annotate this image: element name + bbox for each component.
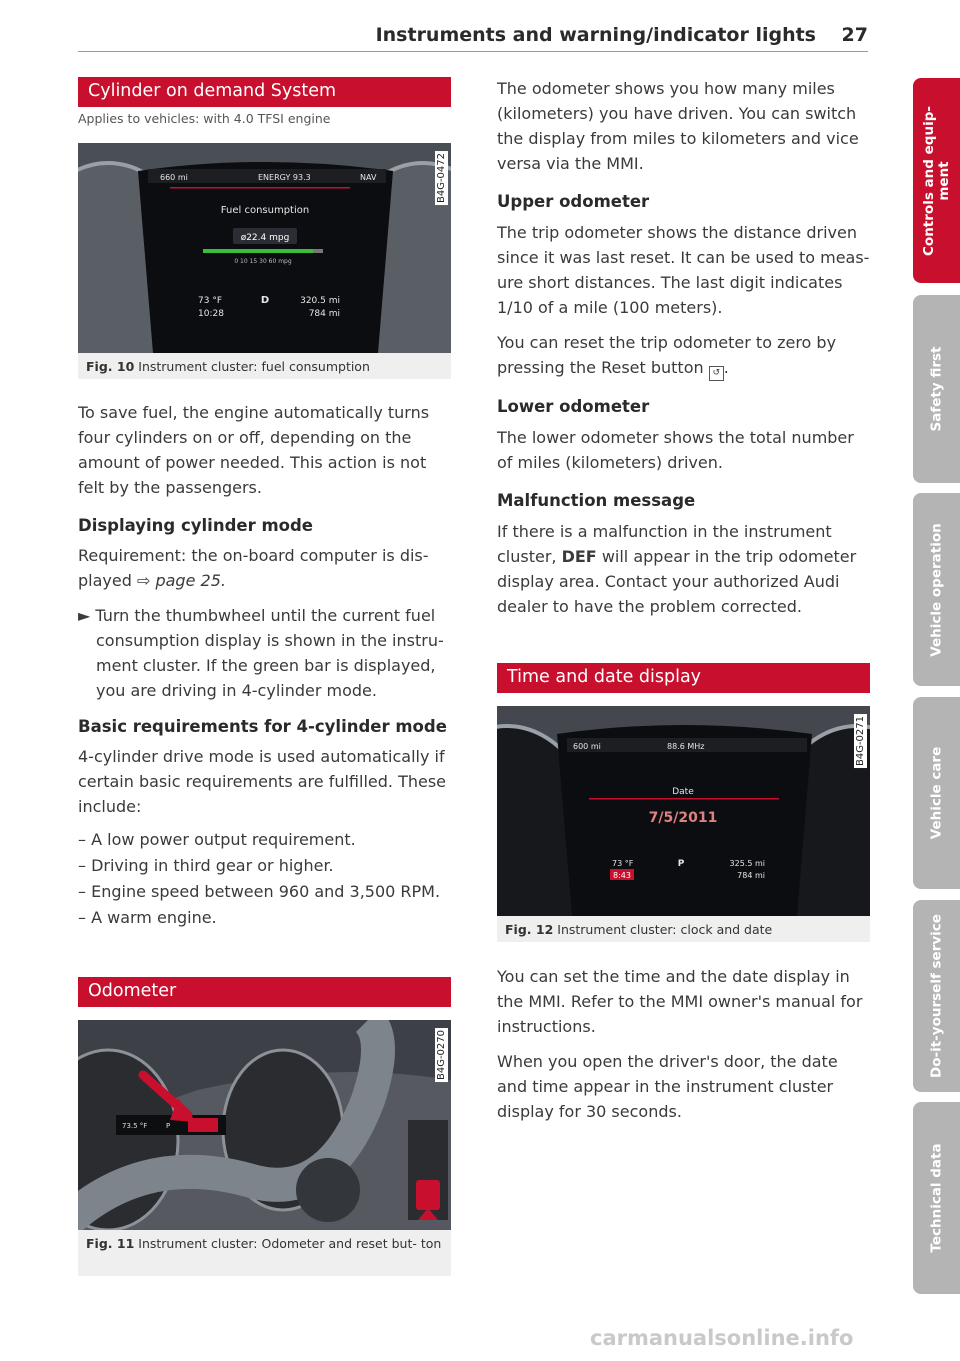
def-code: DEF bbox=[561, 547, 597, 566]
figure-12-caption bbox=[497, 916, 870, 945]
caption-label: Fig. 12 bbox=[505, 922, 554, 937]
figure-code: B4G-0472 bbox=[436, 153, 447, 204]
fig12-time: 8:43 bbox=[613, 871, 631, 880]
intro-paragraph: To save fuel, the engine automatically turns four cylinders on or off, depending on the amount of power needed. This action is not felt by the passengers. bbox=[78, 403, 430, 497]
caption-text: Instrument cluster: clock and date bbox=[557, 922, 773, 937]
section-title-time-date: Time and date display bbox=[497, 663, 870, 693]
tab-label: Do-it-yourself service bbox=[928, 914, 944, 1078]
fig11-temp: 73.5 °F bbox=[122, 1122, 148, 1130]
fig10-scale: 0 10 15 30 60 mpg bbox=[234, 258, 292, 265]
upper-odometer-paragraph: The trip odometer shows the distance driven since it was last reset. It can be used to meas- ure short distances. The last digit indicates 1/10 of a mile (100 meters). bbox=[497, 223, 870, 317]
caption-text: Instrument cluster: fuel consumption bbox=[138, 359, 370, 374]
fig12-gear: P bbox=[677, 859, 685, 869]
heading-basic-requirements: Basic requirements for 4-cylinder mode bbox=[78, 717, 447, 736]
figure-11-caption bbox=[78, 1230, 451, 1259]
tab-vehicle-care[interactable] bbox=[913, 697, 960, 889]
heading-displaying-cylinder-mode: Displaying cylinder mode bbox=[78, 516, 313, 535]
fig10-screen-title: Fuel consumption bbox=[220, 205, 310, 216]
tab-label: Controls and equip- ment bbox=[920, 105, 952, 256]
heading-upper-odometer: Upper odometer bbox=[497, 192, 650, 211]
fig10-value: ø22.4 mpg bbox=[240, 233, 290, 243]
figure-10-caption bbox=[78, 353, 451, 382]
requirement-text: Requirement: the on-board computer is dis- played bbox=[78, 546, 429, 590]
reset-paragraph: You can reset the trip odometer to zero by pressing the Reset button ↺ . bbox=[497, 330, 870, 381]
tab-controls-and-equipment[interactable] bbox=[913, 78, 960, 283]
malfunction-text-a: If there is a malfunction in the instrument cluster, bbox=[497, 522, 832, 566]
tab-label: Safety first bbox=[928, 346, 944, 432]
basic-requirements-paragraph: 4-cylinder drive mode is used automatically if certain basic requirements are fulfilled. These include: bbox=[78, 747, 446, 816]
page-number: 27 bbox=[841, 24, 868, 46]
step-arrow-icon: ► bbox=[78, 606, 96, 625]
right-text-block bbox=[497, 76, 870, 619]
fig10-total: 784 mi bbox=[308, 309, 340, 319]
fig11-gear: P bbox=[166, 1122, 171, 1130]
tab-label: Vehicle care bbox=[928, 746, 944, 840]
tab-technical-data[interactable] bbox=[913, 1102, 960, 1294]
fig12-trip: 325.5 mi bbox=[729, 859, 765, 868]
page-25-link[interactable]: ⇨ page 25. bbox=[136, 571, 226, 590]
page-header bbox=[78, 22, 868, 52]
section-title-cylinder: Cylinder on demand System bbox=[78, 77, 451, 107]
malfunction-text-b: will appear in the trip odometer display area. Contact your authorized Audi dealer to have the problem corrected. bbox=[497, 547, 857, 616]
chapter-title: Instruments and warning/indicator lights bbox=[375, 24, 816, 46]
figure-11 bbox=[78, 1020, 451, 1276]
tab-label: Technical data bbox=[928, 1143, 944, 1253]
caption-label: Fig. 10 bbox=[86, 359, 135, 374]
odometer-reset-image bbox=[78, 1020, 451, 1230]
fig12-radio: 88.6 MHz bbox=[667, 742, 705, 751]
malfunction-paragraph bbox=[497, 519, 870, 619]
fig10-time: 10:28 bbox=[198, 309, 224, 319]
figure-code: B4G-0270 bbox=[436, 1030, 447, 1081]
figure-12 bbox=[497, 706, 870, 942]
list-item: – A low power output requirement. bbox=[78, 830, 356, 849]
heading-malfunction: Malfunction message bbox=[497, 491, 696, 510]
tab-label: Vehicle operation bbox=[928, 522, 944, 657]
odometer-intro: The odometer shows you how many miles (kilometers) you have driven. You can switch the display from miles to kilometers and vice versa via the MMI. bbox=[497, 79, 859, 173]
lower-odometer-paragraph: The lower odometer shows the total number of miles (kilometers) driven. bbox=[497, 428, 854, 472]
heading-lower-odometer: Lower odometer bbox=[497, 397, 650, 416]
tab-safety-first[interactable] bbox=[913, 295, 960, 483]
reset-button-icon: ↺ bbox=[709, 366, 724, 381]
fig12-screen-title: Date bbox=[672, 787, 694, 797]
list-item: – Engine speed between 960 and 3,500 RPM. bbox=[78, 882, 441, 901]
list-item: – Driving in third gear or higher. bbox=[78, 856, 334, 875]
reset-text: You can reset the trip odometer to zero by pressing the Reset button bbox=[497, 333, 837, 377]
fig10-temp: 73 °F bbox=[198, 296, 222, 306]
fig12-temp: 73 °F bbox=[612, 859, 634, 868]
time-paragraph-2: When you open the driver's door, the date and time appear in the instrument cluster display for 30 seconds. bbox=[497, 1052, 838, 1121]
requirement-paragraph bbox=[78, 543, 451, 593]
fig10-nav: NAV bbox=[360, 173, 377, 182]
clock-date-cluster-image bbox=[497, 706, 870, 916]
tab-vehicle-operation[interactable] bbox=[913, 493, 960, 686]
caption-text: Instrument cluster: Odometer and reset but- ton bbox=[138, 1236, 442, 1251]
figure-10 bbox=[78, 143, 451, 379]
time-date-section bbox=[497, 663, 870, 693]
fig10-range: 660 mi bbox=[160, 173, 188, 182]
fig10-gear: D bbox=[260, 295, 270, 306]
time-date-text bbox=[497, 964, 870, 1124]
applies-note: Applies to vehicles: with 4.0 TFSI engine bbox=[78, 111, 331, 126]
fig12-date: 7/5/2011 bbox=[648, 810, 718, 826]
fig12-total: 784 mi bbox=[737, 871, 765, 880]
watermark: carmanualsonline.info bbox=[590, 1326, 854, 1350]
fuel-consumption-cluster-image bbox=[78, 143, 451, 353]
section-title-odometer: Odometer bbox=[78, 977, 451, 1007]
figure-code: B4G-0271 bbox=[855, 716, 866, 767]
fig10-trip: 320.5 mi bbox=[300, 296, 340, 306]
tab-do-it-yourself-service[interactable] bbox=[913, 900, 960, 1092]
fig12-range: 600 mi bbox=[573, 742, 601, 751]
fig10-energy: ENERGY 93.3 bbox=[258, 173, 311, 182]
left-text-block bbox=[78, 400, 451, 931]
time-paragraph-1: You can set the time and the date display in the MMI. Refer to the MMI owner's manual for instructions. bbox=[497, 967, 863, 1036]
requirements-list bbox=[78, 827, 451, 931]
instruction-step bbox=[78, 603, 451, 703]
left-column bbox=[78, 77, 451, 126]
caption-label: Fig. 11 bbox=[86, 1236, 135, 1251]
odometer-section bbox=[78, 977, 451, 1007]
instruction-text: Turn the thumbwheel until the current fuel consumption display is shown in the instru- ment cluster. If the green bar is displayed, you are driving in 4-cylinder mode. bbox=[95, 606, 444, 700]
list-item: – A warm engine. bbox=[78, 908, 217, 927]
